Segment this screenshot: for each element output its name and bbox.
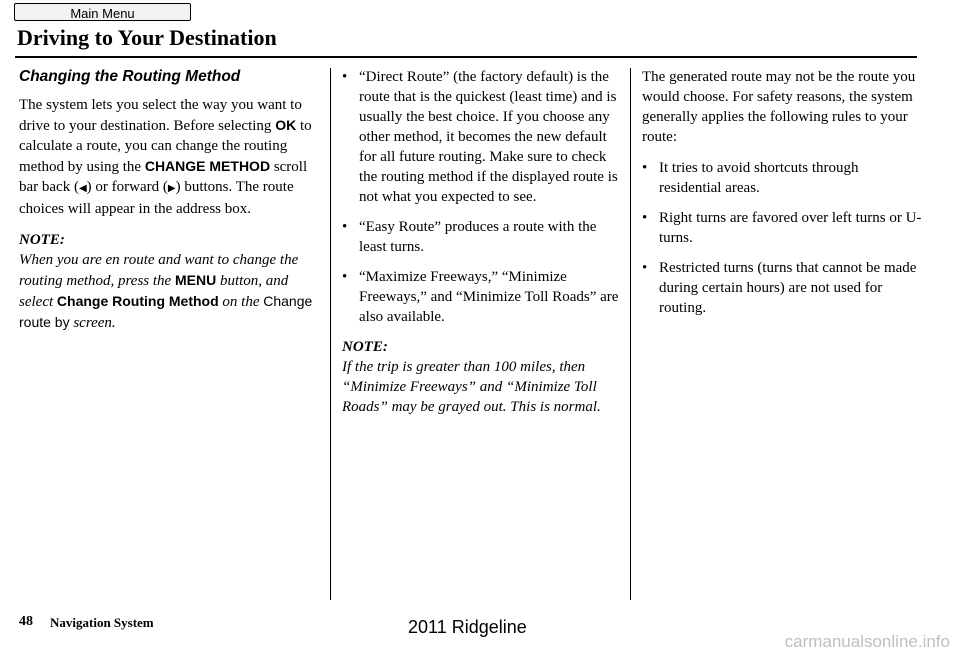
intro-paragraph xyxy=(19,95,319,219)
text: to calculate a route, you can change the routing method by using the xyxy=(19,118,312,175)
list-item-text: “Maximize Freeways,” “Minimize Freeways,” and “Minimize Toll Roads” are also available. xyxy=(359,269,619,325)
page-number: 48 xyxy=(19,614,33,629)
list-item-text: Right turns are favored over left turns or U-turns. xyxy=(659,210,922,246)
list-item-text: Restricted turns (turns that cannot be made during certain hours) are not used for routing. xyxy=(659,260,917,316)
bullet-icon: • xyxy=(342,219,348,235)
section-heading: Changing the Routing Method xyxy=(19,68,241,85)
column-divider xyxy=(330,68,331,600)
rules-intro: The generated route may not be the route you would choose. For safety reasons, the system generally applies the following rules to your route: xyxy=(642,69,916,145)
text: screen. xyxy=(69,315,116,331)
menu-label: MENU xyxy=(174,272,217,288)
text: When you are en route and want to change the routing method, press the xyxy=(19,252,299,289)
text: The system lets you select the way you want to drive to your destination. Before selecting xyxy=(19,97,302,134)
bullet-icon: • xyxy=(342,269,348,285)
list-item xyxy=(642,158,922,198)
column-1 xyxy=(19,67,319,343)
title-rule xyxy=(15,56,917,58)
list-item-text: It tries to avoid shortcuts through residential areas. xyxy=(659,160,859,196)
ok-label: OK xyxy=(275,117,297,133)
list-item-text: “Direct Route” (the factory default) is the route that is the quickest (least time) and is usually the best choice. If you choose any other method, it becomes the new default for all future routing. Make sure to check the routing method if the displayed route is not what you expected to see. xyxy=(359,69,618,205)
note-label: NOTE: xyxy=(19,232,65,248)
text: on the xyxy=(218,294,264,310)
footer-model: 2011 Ridgeline xyxy=(408,617,527,637)
text: button, and select xyxy=(19,273,289,310)
left-triangle-icon: ◀ xyxy=(78,183,87,194)
text: ) or forward ( xyxy=(86,179,168,195)
page-title: Driving to Your Destination xyxy=(17,25,277,50)
change-routing-label: Change Routing Method xyxy=(56,293,219,309)
list-item xyxy=(342,267,622,327)
list-item-text: “Easy Route” produces a route with the least turns. xyxy=(359,219,597,255)
list-item xyxy=(342,67,622,207)
footer-section: Navigation System xyxy=(50,615,154,630)
note-label: NOTE: xyxy=(342,339,388,355)
column-2 xyxy=(342,67,622,427)
text: scroll bar back ( xyxy=(19,159,308,195)
right-triangle-icon: ▶ xyxy=(167,183,176,194)
change-method-label: CHANGE METHOD xyxy=(144,158,271,174)
list-item xyxy=(342,217,622,257)
note-body: If the trip is greater than 100 miles, then “Minimize Freeways” and “Minimize Toll Roads” may be grayed out. This is normal. xyxy=(342,359,601,415)
note-body xyxy=(19,250,319,333)
text: ) buttons. The route choices will appear in the address box. xyxy=(19,179,294,217)
change-route-by-label: Change route by xyxy=(19,293,313,330)
bullet-icon: • xyxy=(642,160,648,176)
bullet-icon: • xyxy=(342,69,348,85)
list-item xyxy=(642,208,922,248)
column-3 xyxy=(642,67,922,328)
bullet-icon: • xyxy=(642,210,648,226)
bullet-icon: • xyxy=(642,260,648,276)
watermark: carmanualsonline.info xyxy=(784,632,950,651)
list-item xyxy=(642,258,922,318)
column-divider xyxy=(630,68,631,600)
main-menu-button[interactable]: Main Menu xyxy=(14,3,191,21)
